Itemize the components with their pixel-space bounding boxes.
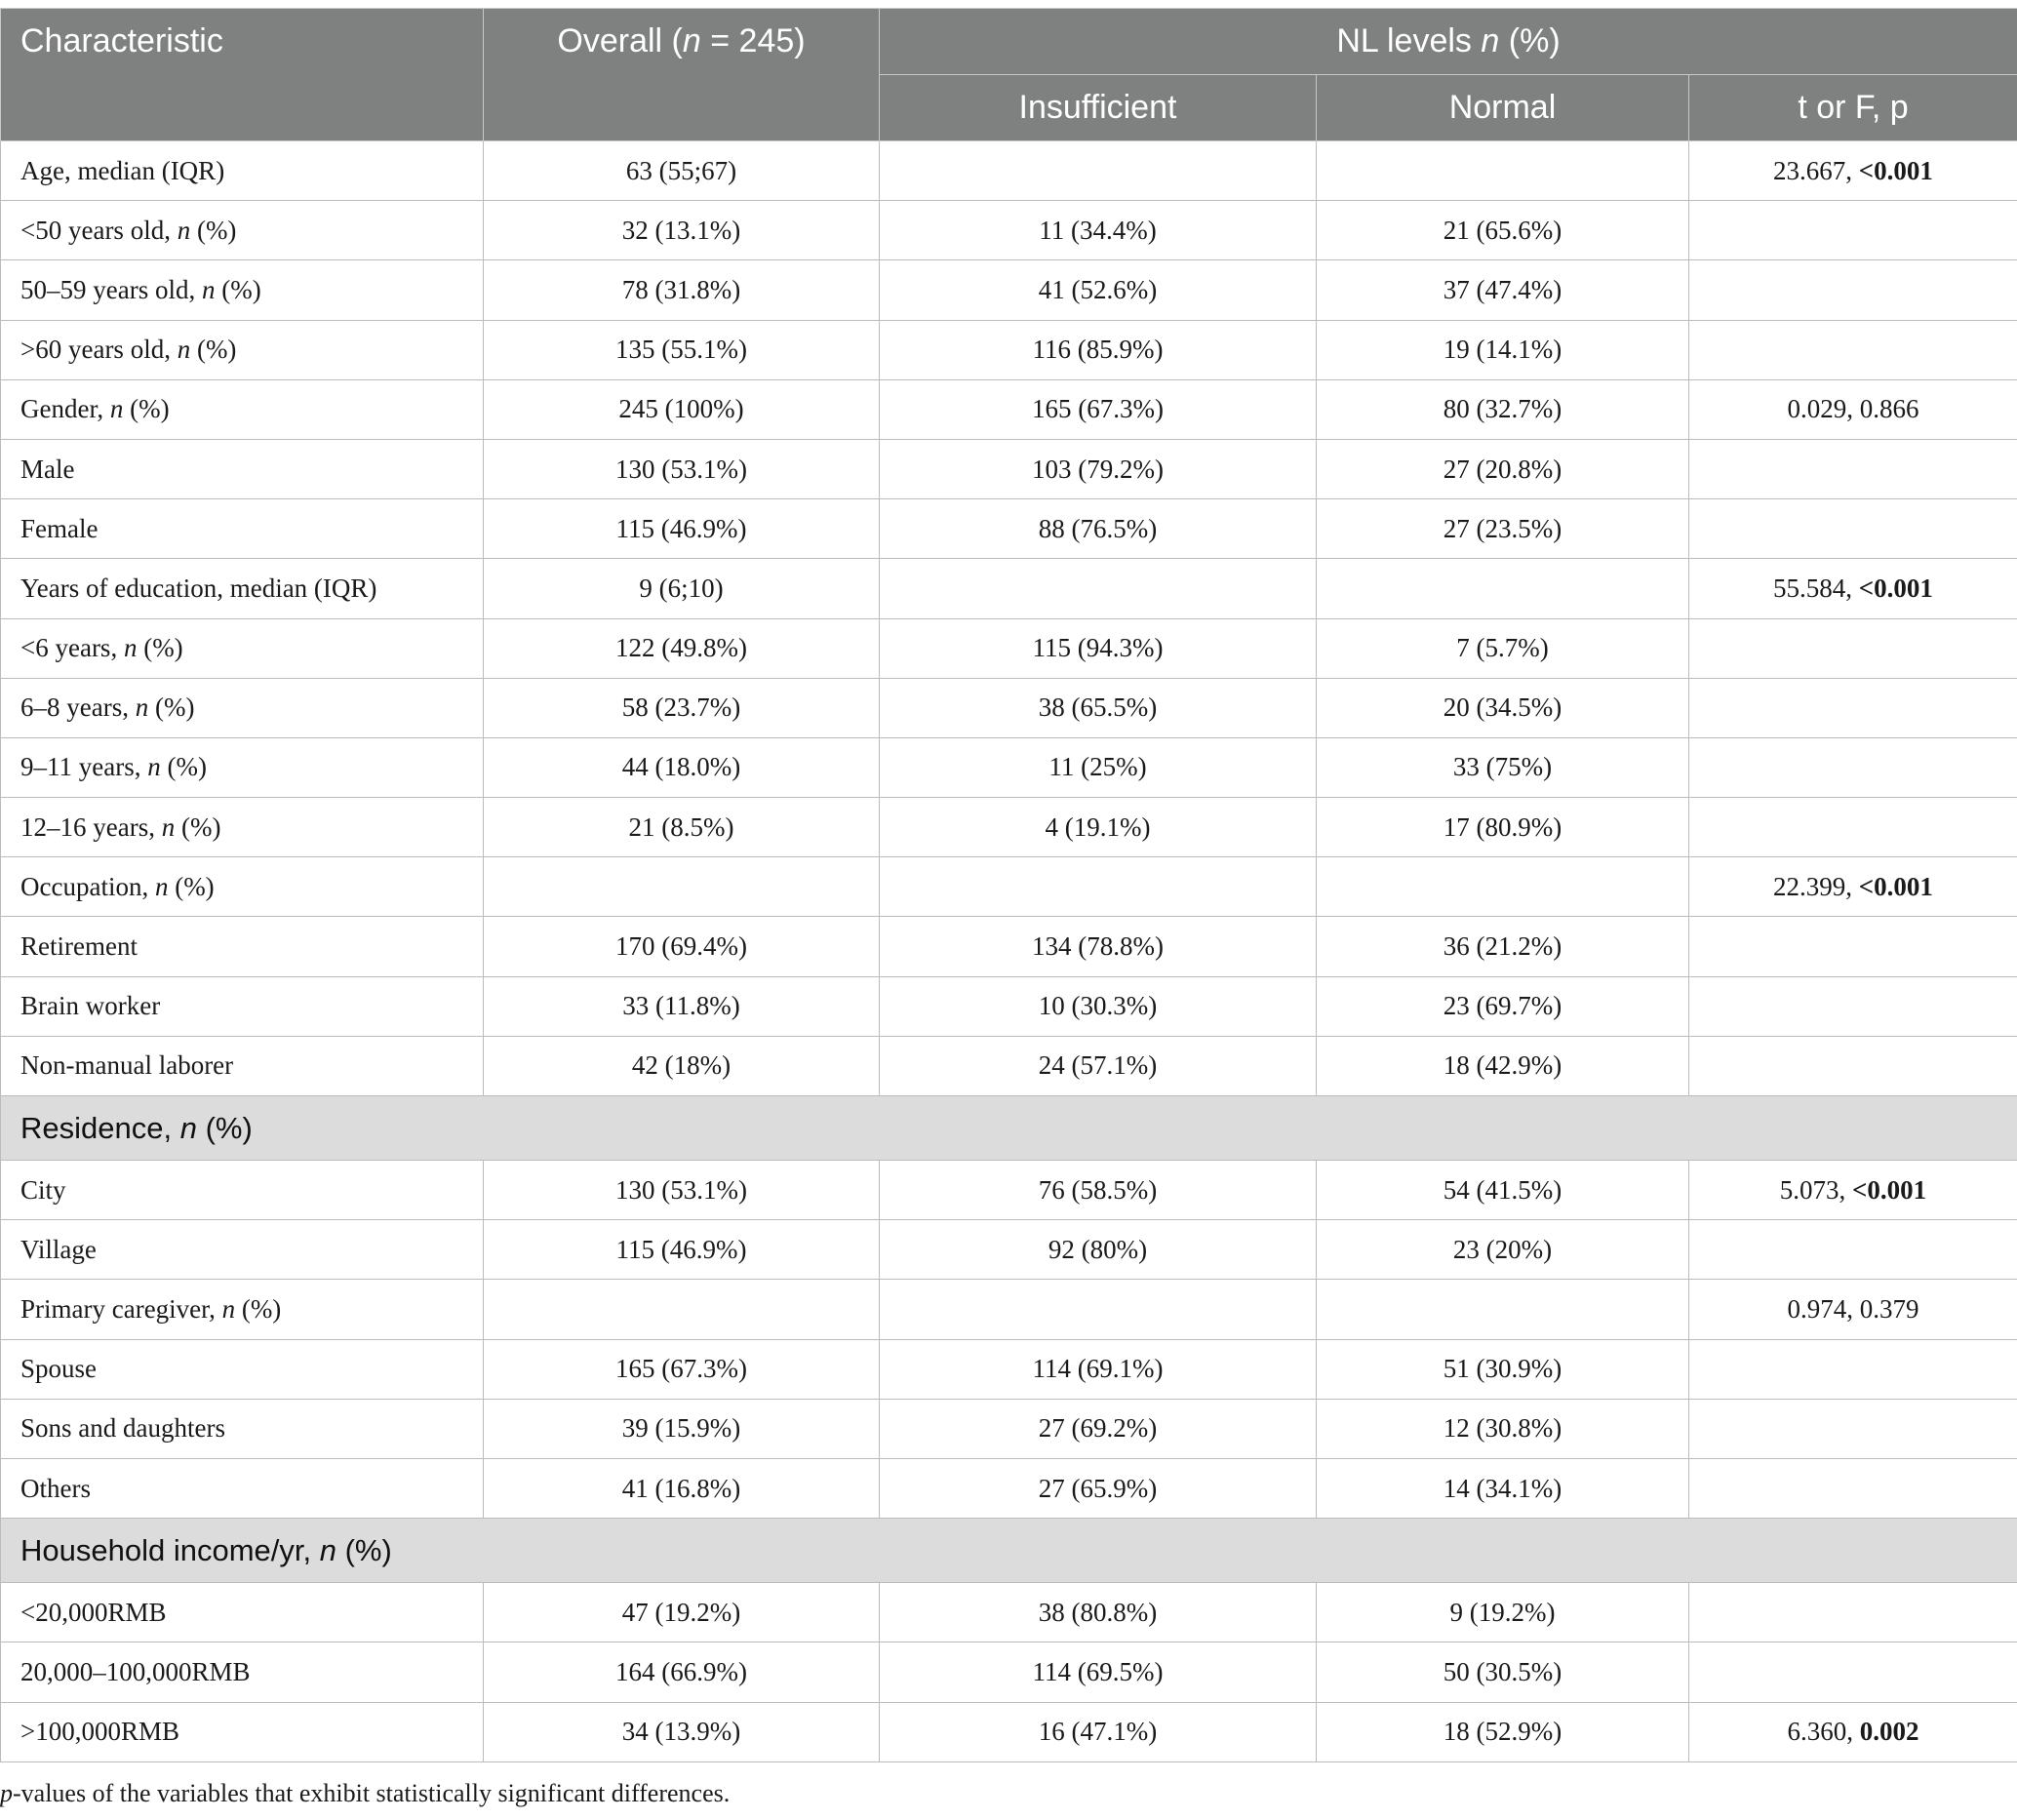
- overall-cell: 47 (19.2%): [484, 1583, 880, 1642]
- table-row: [1, 379, 2017, 439]
- overall-cell: 130 (53.1%): [484, 439, 880, 498]
- table-row: [1, 1458, 2017, 1518]
- insufficient-cell: 16 (47.1%): [880, 1702, 1317, 1761]
- table-row: [1, 1161, 2017, 1220]
- overall-cell: 9 (6;10): [484, 559, 880, 618]
- stat-cell: [1689, 737, 2017, 797]
- stat-cell: [1689, 678, 2017, 737]
- overall-cell: [484, 857, 880, 917]
- stat-cell: [1689, 618, 2017, 678]
- overall-cell: 245 (100%): [484, 379, 880, 439]
- insufficient-cell: [880, 1280, 1317, 1339]
- row-label: <50 years old, n (%): [1, 201, 484, 260]
- stat-cell: [1689, 260, 2017, 320]
- overall-cell: 165 (67.3%): [484, 1339, 880, 1399]
- stat-cell: 22.399, <0.001: [1689, 857, 2017, 917]
- insufficient-cell: 4 (19.1%): [880, 798, 1317, 857]
- stat-cell: [1689, 976, 2017, 1036]
- normal-cell: 50 (30.5%): [1317, 1642, 1689, 1702]
- table-row: [1, 141, 2017, 201]
- stat-cell: [1689, 1642, 2017, 1702]
- overall-cell: 115 (46.9%): [484, 499, 880, 559]
- table-header: [1, 9, 2017, 141]
- row-label: 50–59 years old, n (%): [1, 260, 484, 320]
- section-header-row: [1, 1096, 2017, 1161]
- normal-cell: 14 (34.1%): [1317, 1458, 1689, 1518]
- insufficient-cell: 27 (69.2%): [880, 1399, 1317, 1458]
- header-insufficient: Insufficient: [880, 75, 1317, 141]
- insufficient-cell: 115 (94.3%): [880, 618, 1317, 678]
- overall-cell: 63 (55;67): [484, 141, 880, 201]
- table-row: [1, 857, 2017, 917]
- normal-cell: [1317, 857, 1689, 917]
- stat-cell: [1689, 1220, 2017, 1280]
- insufficient-cell: 41 (52.6%): [880, 260, 1317, 320]
- normal-cell: [1317, 559, 1689, 618]
- stat-cell: 5.073, <0.001: [1689, 1161, 2017, 1220]
- insufficient-cell: 103 (79.2%): [880, 439, 1317, 498]
- stat-cell: [1689, 439, 2017, 498]
- overall-cell: 33 (11.8%): [484, 976, 880, 1036]
- normal-cell: [1317, 1280, 1689, 1339]
- insufficient-cell: 165 (67.3%): [880, 379, 1317, 439]
- row-label: Retirement: [1, 917, 484, 976]
- overall-cell: 32 (13.1%): [484, 201, 880, 260]
- table-row: [1, 201, 2017, 260]
- stat-cell: 0.029, 0.866: [1689, 379, 2017, 439]
- table-row: [1, 1339, 2017, 1399]
- table-row: [1, 1036, 2017, 1095]
- header-overall: Overall (n = 245): [484, 9, 880, 141]
- table-row: [1, 678, 2017, 737]
- row-label: <20,000RMB: [1, 1583, 484, 1642]
- stat-cell: [1689, 798, 2017, 857]
- normal-cell: 37 (47.4%): [1317, 260, 1689, 320]
- normal-cell: 27 (20.8%): [1317, 439, 1689, 498]
- overall-cell: 122 (49.8%): [484, 618, 880, 678]
- row-label: Village: [1, 1220, 484, 1280]
- normal-cell: 27 (23.5%): [1317, 499, 1689, 559]
- table-row: [1, 798, 2017, 857]
- table-row: [1, 917, 2017, 976]
- insufficient-cell: 92 (80%): [880, 1220, 1317, 1280]
- insufficient-cell: 114 (69.5%): [880, 1642, 1317, 1702]
- section-header-label: Household income/yr, n (%): [1, 1519, 2017, 1583]
- insufficient-cell: 24 (57.1%): [880, 1036, 1317, 1095]
- insufficient-cell: [880, 857, 1317, 917]
- stat-cell: 0.974, 0.379: [1689, 1280, 2017, 1339]
- normal-cell: 80 (32.7%): [1317, 379, 1689, 439]
- table-row: [1, 439, 2017, 498]
- row-label: Female: [1, 499, 484, 559]
- insufficient-cell: 88 (76.5%): [880, 499, 1317, 559]
- insufficient-cell: 114 (69.1%): [880, 1339, 1317, 1399]
- normal-cell: 36 (21.2%): [1317, 917, 1689, 976]
- table-row: [1, 1583, 2017, 1642]
- insufficient-cell: 38 (80.8%): [880, 1583, 1317, 1642]
- normal-cell: 18 (42.9%): [1317, 1036, 1689, 1095]
- normal-cell: 12 (30.8%): [1317, 1399, 1689, 1458]
- normal-cell: [1317, 141, 1689, 201]
- row-label: Others: [1, 1458, 484, 1518]
- insufficient-cell: 11 (34.4%): [880, 201, 1317, 260]
- insufficient-cell: 11 (25%): [880, 737, 1317, 797]
- row-label: >100,000RMB: [1, 1702, 484, 1761]
- table-row: [1, 260, 2017, 320]
- insufficient-cell: 38 (65.5%): [880, 678, 1317, 737]
- normal-cell: 51 (30.9%): [1317, 1339, 1689, 1399]
- stat-cell: [1689, 1339, 2017, 1399]
- row-label: Non-manual laborer: [1, 1036, 484, 1095]
- overall-cell: 44 (18.0%): [484, 737, 880, 797]
- row-label: 20,000–100,000RMB: [1, 1642, 484, 1702]
- overall-cell: 78 (31.8%): [484, 260, 880, 320]
- table-row: [1, 1220, 2017, 1280]
- table-body: [1, 141, 2017, 1762]
- overall-cell: 130 (53.1%): [484, 1161, 880, 1220]
- insufficient-cell: 10 (30.3%): [880, 976, 1317, 1036]
- stat-cell: 55.584, <0.001: [1689, 559, 2017, 618]
- table-row: [1, 559, 2017, 618]
- table-row: [1, 499, 2017, 559]
- overall-cell: 58 (23.7%): [484, 678, 880, 737]
- stat-cell: [1689, 1399, 2017, 1458]
- normal-cell: 23 (69.7%): [1317, 976, 1689, 1036]
- row-label: Age, median (IQR): [1, 141, 484, 201]
- insufficient-cell: 116 (85.9%): [880, 320, 1317, 379]
- section-header-label: Residence, n (%): [1, 1096, 2017, 1161]
- normal-cell: 20 (34.5%): [1317, 678, 1689, 737]
- normal-cell: 19 (14.1%): [1317, 320, 1689, 379]
- header-characteristic: Characteristic: [1, 9, 484, 141]
- normal-cell: 54 (41.5%): [1317, 1161, 1689, 1220]
- table-footnote: p-values of the variables that exhibit statistically significant differences.: [0, 1779, 731, 1807]
- row-label: Primary caregiver, n (%): [1, 1280, 484, 1339]
- stat-cell: [1689, 320, 2017, 379]
- normal-cell: 33 (75%): [1317, 737, 1689, 797]
- row-label: Brain worker: [1, 976, 484, 1036]
- overall-cell: [484, 1280, 880, 1339]
- row-label: Gender, n (%): [1, 379, 484, 439]
- normal-cell: 23 (20%): [1317, 1220, 1689, 1280]
- insufficient-cell: 134 (78.8%): [880, 917, 1317, 976]
- stat-cell: [1689, 1458, 2017, 1518]
- stat-cell: 6.360, 0.002: [1689, 1702, 2017, 1761]
- normal-cell: 21 (65.6%): [1317, 201, 1689, 260]
- row-label: Occupation, n (%): [1, 857, 484, 917]
- row-label: Spouse: [1, 1339, 484, 1399]
- row-label: 9–11 years, n (%): [1, 737, 484, 797]
- row-label: 6–8 years, n (%): [1, 678, 484, 737]
- table-row: [1, 1280, 2017, 1339]
- overall-cell: 164 (66.9%): [484, 1642, 880, 1702]
- stat-cell: 23.667, <0.001: [1689, 141, 2017, 201]
- overall-cell: 115 (46.9%): [484, 1220, 880, 1280]
- header-nl-levels: NL levels n (%): [880, 9, 2017, 75]
- stat-cell: [1689, 499, 2017, 559]
- overall-cell: 34 (13.9%): [484, 1702, 880, 1761]
- overall-cell: 39 (15.9%): [484, 1399, 880, 1458]
- row-label: <6 years, n (%): [1, 618, 484, 678]
- table-row: [1, 320, 2017, 379]
- table-row: [1, 1642, 2017, 1702]
- overall-cell: 170 (69.4%): [484, 917, 880, 976]
- normal-cell: 7 (5.7%): [1317, 618, 1689, 678]
- stat-cell: [1689, 1583, 2017, 1642]
- stat-cell: [1689, 1036, 2017, 1095]
- table-row: [1, 976, 2017, 1036]
- stat-cell: [1689, 201, 2017, 260]
- overall-cell: 42 (18%): [484, 1036, 880, 1095]
- header-stat: t or F, p: [1689, 75, 2017, 141]
- stat-cell: [1689, 917, 2017, 976]
- normal-cell: 9 (19.2%): [1317, 1583, 1689, 1642]
- normal-cell: 18 (52.9%): [1317, 1702, 1689, 1761]
- section-header-row: [1, 1519, 2017, 1583]
- table-row: [1, 1702, 2017, 1761]
- row-label: Years of education, median (IQR): [1, 559, 484, 618]
- overall-cell: 41 (16.8%): [484, 1458, 880, 1518]
- row-label: >60 years old, n (%): [1, 320, 484, 379]
- table-row: [1, 737, 2017, 797]
- row-label: City: [1, 1161, 484, 1220]
- table-row: [1, 1399, 2017, 1458]
- normal-cell: 17 (80.9%): [1317, 798, 1689, 857]
- overall-cell: 21 (8.5%): [484, 798, 880, 857]
- characteristics-table: [0, 8, 2017, 1762]
- row-label: Sons and daughters: [1, 1399, 484, 1458]
- overall-cell: 135 (55.1%): [484, 320, 880, 379]
- row-label: Male: [1, 439, 484, 498]
- insufficient-cell: 76 (58.5%): [880, 1161, 1317, 1220]
- header-normal: Normal: [1317, 75, 1689, 141]
- table-row: [1, 618, 2017, 678]
- row-label: 12–16 years, n (%): [1, 798, 484, 857]
- insufficient-cell: [880, 141, 1317, 201]
- insufficient-cell: [880, 559, 1317, 618]
- insufficient-cell: 27 (65.9%): [880, 1458, 1317, 1518]
